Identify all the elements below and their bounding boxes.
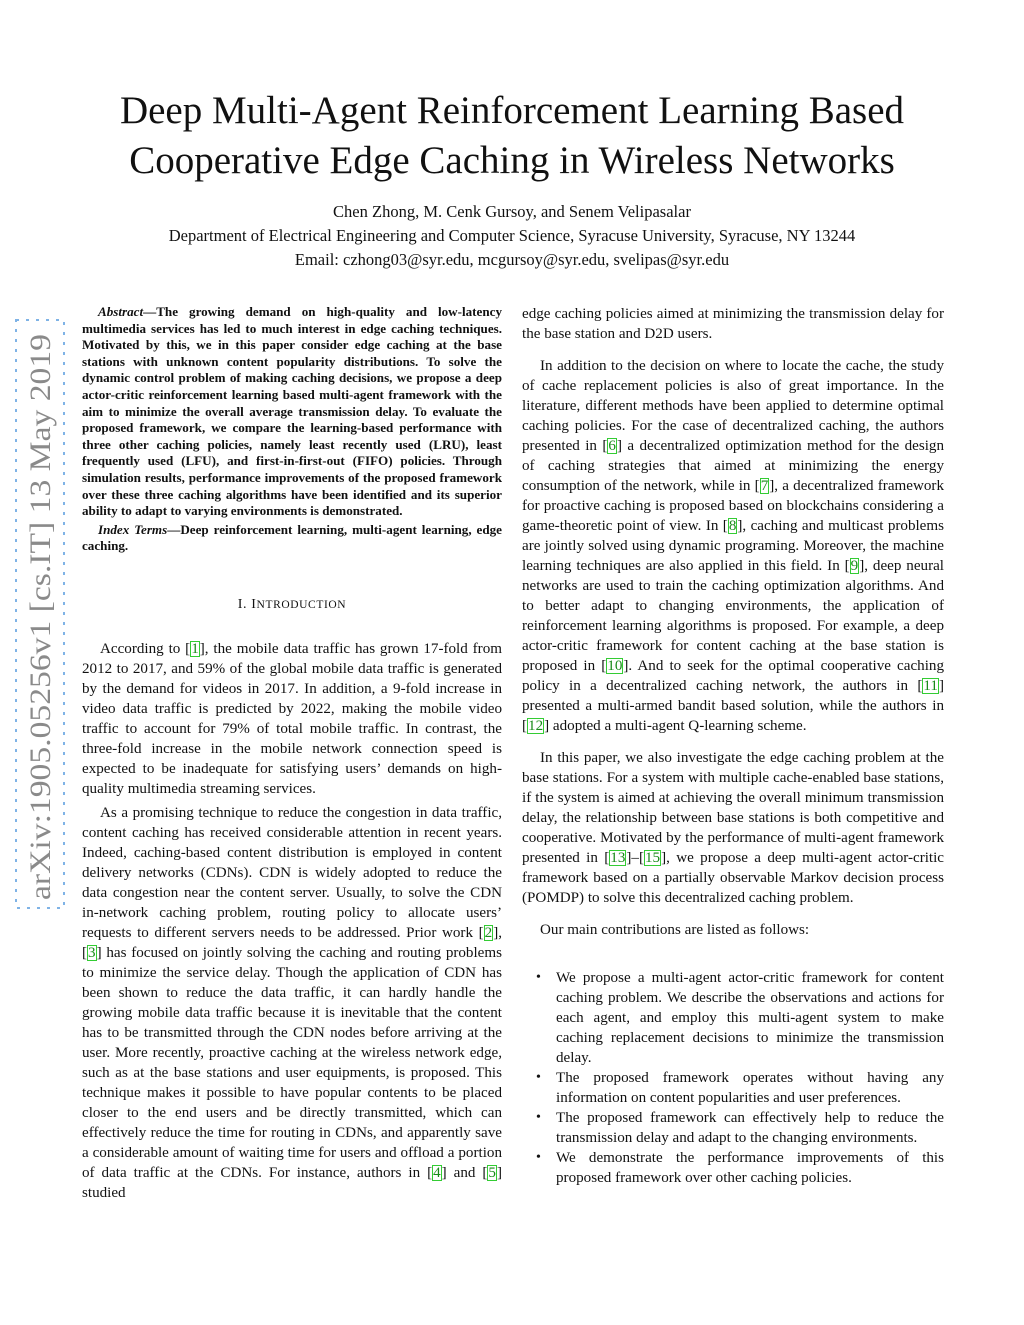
citation-link-6[interactable]: 6 (608, 438, 616, 454)
intro-paragraph-2: As a promising technique to reduce the congestion in data traffic, content caching has received considerable attention in recent years. Indeed, caching-based content distribution is employed in content delivery networks (CDNs). CDN is widely adopted to reduce the data congestion near the content server. Usually, to solve the CDN in-network caching problem, routing policy to allocate users’ requests to different servers needs to be addressed. Prior work [2], [3] has focused on jointly solving the caching and routing problems to minimize the service delay. Though the application of CDN has been shown to reduce the data traffic, it can hardly handle the growing mobile data traffic because it is inevitable that the content has to be transmitted through the CDN nodes before arriving at the user. More recently, proactive caching at the wireless network edge, such as at the base stations and user equipments, is proposed. This technique makes it possible to have popular contents to be placed closer to the end users and be directly transmitted, which can effectively reduce the time for routing in CDNs, and apparently save a considerable amount of waiting time for users and offload a portion of data traffic at the CDNs. For instance, authors in [4] and [5] studied (82, 804, 502, 1201)
citation-link-9[interactable]: 9 (850, 558, 859, 574)
section-first-letter: I (251, 596, 257, 612)
text-run: In this paper, we also investigate the edge caching problem at the base stations. For a system with multiple cache-enabled base stations, if the system is aimed at achieving the overall minimum transmission delay, the relationship between base stations is both competitive and cooperative. Motivated by the performance of multi-agent framework presented in (522, 750, 944, 866)
list-item-text: We propose a multi-agent actor-critic framework for content caching problem. We describe the observations and actions for each agent, and employ this multi-agent system to make caching replacement decisions to minimize the transmission delay. (556, 970, 944, 1066)
abstract-label: Abstract (98, 304, 144, 319)
paper-title (60, 86, 964, 186)
list-item (522, 1108, 944, 1148)
bullet-icon: • (536, 1070, 541, 1085)
list-item (522, 968, 944, 1068)
index-terms (82, 522, 502, 555)
citation-link-11[interactable]: 11 (923, 678, 938, 694)
intro-paragraph-3: In addition to the decision on where to locate the cache, the study of cache replacement policies is also of great importance. In the literature, different methods have been applied to determine optimal caching policies. For the case of decentralized caching, the authors presented in [6] a decentralized optimization method for the design of caching strategies that aimed at minimizing the energy consumption of the network, while in [7], a decentralized framework for proactive caching is proposed based on blockchains considering a game-theoretic point of view. In [8], caching and multicast problems are jointly solved using dynamic programing. Moreover, the machine learning techniques are also applied in this field. In [9], deep neural networks are used to train the caching optimization algorithms. And to better adapt to changing environments, the application of reinforcement learning algorithms is proposed. For example, a deep actor-critic framework for content caching at the base station is proposed in [10]. And to seek for the optimal cooperative caching policy in a decentralized caching network, the authors in [11] presented a multi-armed bandit based solution, while the authors in [12] adopted a multi-agent Q-learning scheme. (522, 358, 944, 734)
text-run: . And to seek for the optimal cooperative caching policy in a decentralized caching network, the authors in (522, 658, 944, 694)
citation-link-3[interactable]: 3 (88, 944, 96, 961)
list-item (522, 1148, 944, 1188)
list-item-text: We demonstrate the performance improvements of this proposed framework over other caching policies. (556, 1150, 944, 1186)
arxiv-stamp-graphic (14, 318, 66, 910)
citation-link-8[interactable]: 8 (728, 518, 737, 534)
section-numeral: I. (237, 596, 248, 612)
citation-link-4[interactable]: 4 (433, 1164, 441, 1181)
text-run: , caching and multicast problems are jointly solved using dynamic programing. Moreover, the machine learning techniques are also applied in this field. In (522, 518, 944, 574)
citation-link-5[interactable]: 5 (488, 1164, 496, 1181)
text-run: In addition to the decision on where to locate the cache, the study of cache replacement policies is also of great importance. In the literature, different methods have been applied to determine optimal caching policies. For the case of decentralized caching, the authors presented in (522, 358, 944, 454)
text-run: adopted a multi-agent Q-learning scheme. (549, 718, 807, 734)
text-run: As a promising technique to reduce the congestion in data traffic, content caching has received considerable attention in recent years. Indeed, caching-based content distribution is employed in content delivery networks (CDNs). CDN is widely adopted to reduce the data congestion near the content server. Usually, to solve the CDN in-network caching problem, routing policy to allocate users’ requests to different servers needs to be addressed. Prior work (82, 804, 502, 941)
intro-paragraph-4: In this paper, we also investigate the edge caching problem at the base stations. For a system with multiple cache-enabled base stations, if the system is aimed at achieving the overall minimum transmission delay, the relationship between base stations is both competitive and cooperative. Motivated by the performance of multi-agent framework presented in [13]–[15], we propose a deep multi-agent actor-critic framework based on a partially observable Markov decision process (POMDP) to solve this decentralized caching problem. (522, 750, 945, 906)
author-names: Chen Zhong, M. Cenk Gursoy, and Senem Velipasalar (333, 202, 691, 221)
index-terms-text: —Deep reinforcement learning, multi-agent learning, edge caching. (82, 521, 502, 554)
citation-link-12[interactable]: 12 (528, 718, 544, 734)
citation-link-2[interactable]: 2 (484, 924, 493, 941)
arxiv-stamp-text: arXiv:1905.05256v1 [cs.IT] 13 May 2019 (24, 395, 57, 900)
section-title-rest: NTRODUCTION (256, 598, 347, 611)
abstract (82, 304, 502, 520)
title-line-1: Deep Multi-Agent Reinforcement Learning Based (119, 89, 905, 132)
index-terms-label: Index Terms (98, 521, 168, 537)
contributions-intro: Our main contributions are listed as follows: (540, 922, 810, 938)
section-heading-introduction (82, 597, 502, 613)
text-run: According to (100, 640, 186, 657)
text-run: , a decentralized framework for proactive caching is proposed based on blockchains considering a game-theoretic point of view. In (522, 478, 944, 534)
text-run: presented a multi-armed bandit based solution, while the authors in (522, 698, 944, 714)
citation-link-10[interactable]: 10 (607, 658, 623, 674)
contributions-list (522, 968, 944, 1188)
right-column (522, 304, 944, 1188)
abstract-text: —The growing demand on high-quality and low-latency multimedia services has led to much interest in edge caching techniques. Motivated by this, we in this paper consider edge caching at the base stations with unknown content popularity distributions. To solve the dynamic control problem of making caching decisions, we propose a deep actor-critic reinforcement learning based multi-agent framework with the aim to minimize the overall average transmission delay. To evaluate the proposed framework, we compare the learning-based performance with three other caching policies, namely least recently used (LRU), least frequently used (LFU), and first-in-first-out (FIFO) policies. Through simulation results, performance improvements of the proposed framework over these three caching algorithms have been identified and its superior ability to adapt to varying environments is demonstrated. (82, 304, 502, 519)
text-run: , the mobile data traffic has grown 17-fold from 2012 to 2017, and 59% of the global mobile data traffic is generated by the demand for videos in 2017. In addition, a 9-fold increase in video data traffic is predicted by 2022, making the mobile video traffic to account for 79% of total mobile traffic. In contrast, the three-fold increase in the mobile network connection speed is expected to be inadequate for satisfying users’ demands on high-quality multimedia streaming services. (82, 640, 502, 797)
text-run: , (498, 924, 502, 941)
bullet-icon: • (536, 1110, 541, 1125)
left-column (82, 304, 502, 1203)
author-block (60, 200, 964, 272)
continued-paragraph: edge caching policies aimed at minimizing the transmission delay for the base station and D2D users. (522, 306, 944, 342)
text-run: , we propose a deep multi-agent actor-critic framework based on a partially observable Markov decision process (POMDP) to solve this decentralized caching problem. (522, 850, 945, 906)
arxiv-identifier-stamp[interactable] (14, 318, 66, 910)
bullet-icon: • (536, 1150, 541, 1165)
author-emails: Email: czhong03@syr.edu, mcgursoy@syr.edu, svelipas@syr.edu (294, 250, 730, 269)
text-run: a decentralized optimization method for the design of caching strategies that aimed at minimizing the energy consumption of the network, while in (522, 438, 944, 494)
citation-link-7[interactable]: 7 (760, 478, 769, 494)
bullet-icon: • (536, 970, 541, 985)
text-run: and (446, 1164, 483, 1181)
citation-link-15[interactable]: 15 (645, 850, 661, 866)
text-run: studied (82, 1184, 126, 1201)
author-affiliation: Department of Electrical Engineering and Computer Science, Syracuse University, Syracuse, NY 13244 (168, 226, 856, 245)
list-item-text: The proposed framework can effectively help to reduce the transmission delay and adapt to the changing environments. (556, 1110, 944, 1146)
text-run: has focused on jointly solving the caching and routing problems to minimize the service delay. Though the application of CDN has been shown to reduce the data traffic, it can hardly handle the growing mobile data traffic because it is inevitable that the content has to be transmitted through the CDN nodes before arriving at the user. More recently, proactive caching at the wireless network edge, such as at the base stations and user equipments, is proposed. This technique makes it possible to have popular contents to be placed closer to the end users and be directly transmitted, which can effectively reduce the time for routing in CDNs, and apparently save a considerable amount of waiting time for users and offload a portion of data traffic at the CDNs. For instance, authors in (82, 944, 502, 1181)
text-run: , deep neural networks are used to train the caching optimization algorithms. And to better adapt to changing environments, the application of reinforcement learning algorithms is proposed. For example, a deep actor-critic framework for content caching at the base station is proposed in (522, 558, 944, 674)
intro-paragraph-1: According to [1], the mobile data traffic has grown 17-fold from 2012 to 2017, and 59% of the global mobile data traffic is generated by the demand for videos in 2017. In addition, a 9-fold increase in video data traffic is predicted by 2022, making the mobile video traffic to account for 79% of total mobile traffic. In contrast, the three-fold increase in the mobile network connection speed is expected to be inadequate for satisfying users’ demands on high-quality multimedia streaming services. (82, 640, 502, 797)
text-run: – (631, 850, 639, 866)
citation-link-13[interactable]: 13 (610, 850, 626, 866)
list-item-text: The proposed framework operates without having any information on content popularities and user preferences. (556, 1070, 944, 1106)
citation-link-1[interactable]: 1 (191, 640, 199, 657)
title-line-2: Cooperative Edge Caching in Wireless Networks (129, 139, 895, 182)
list-item (522, 1068, 944, 1108)
